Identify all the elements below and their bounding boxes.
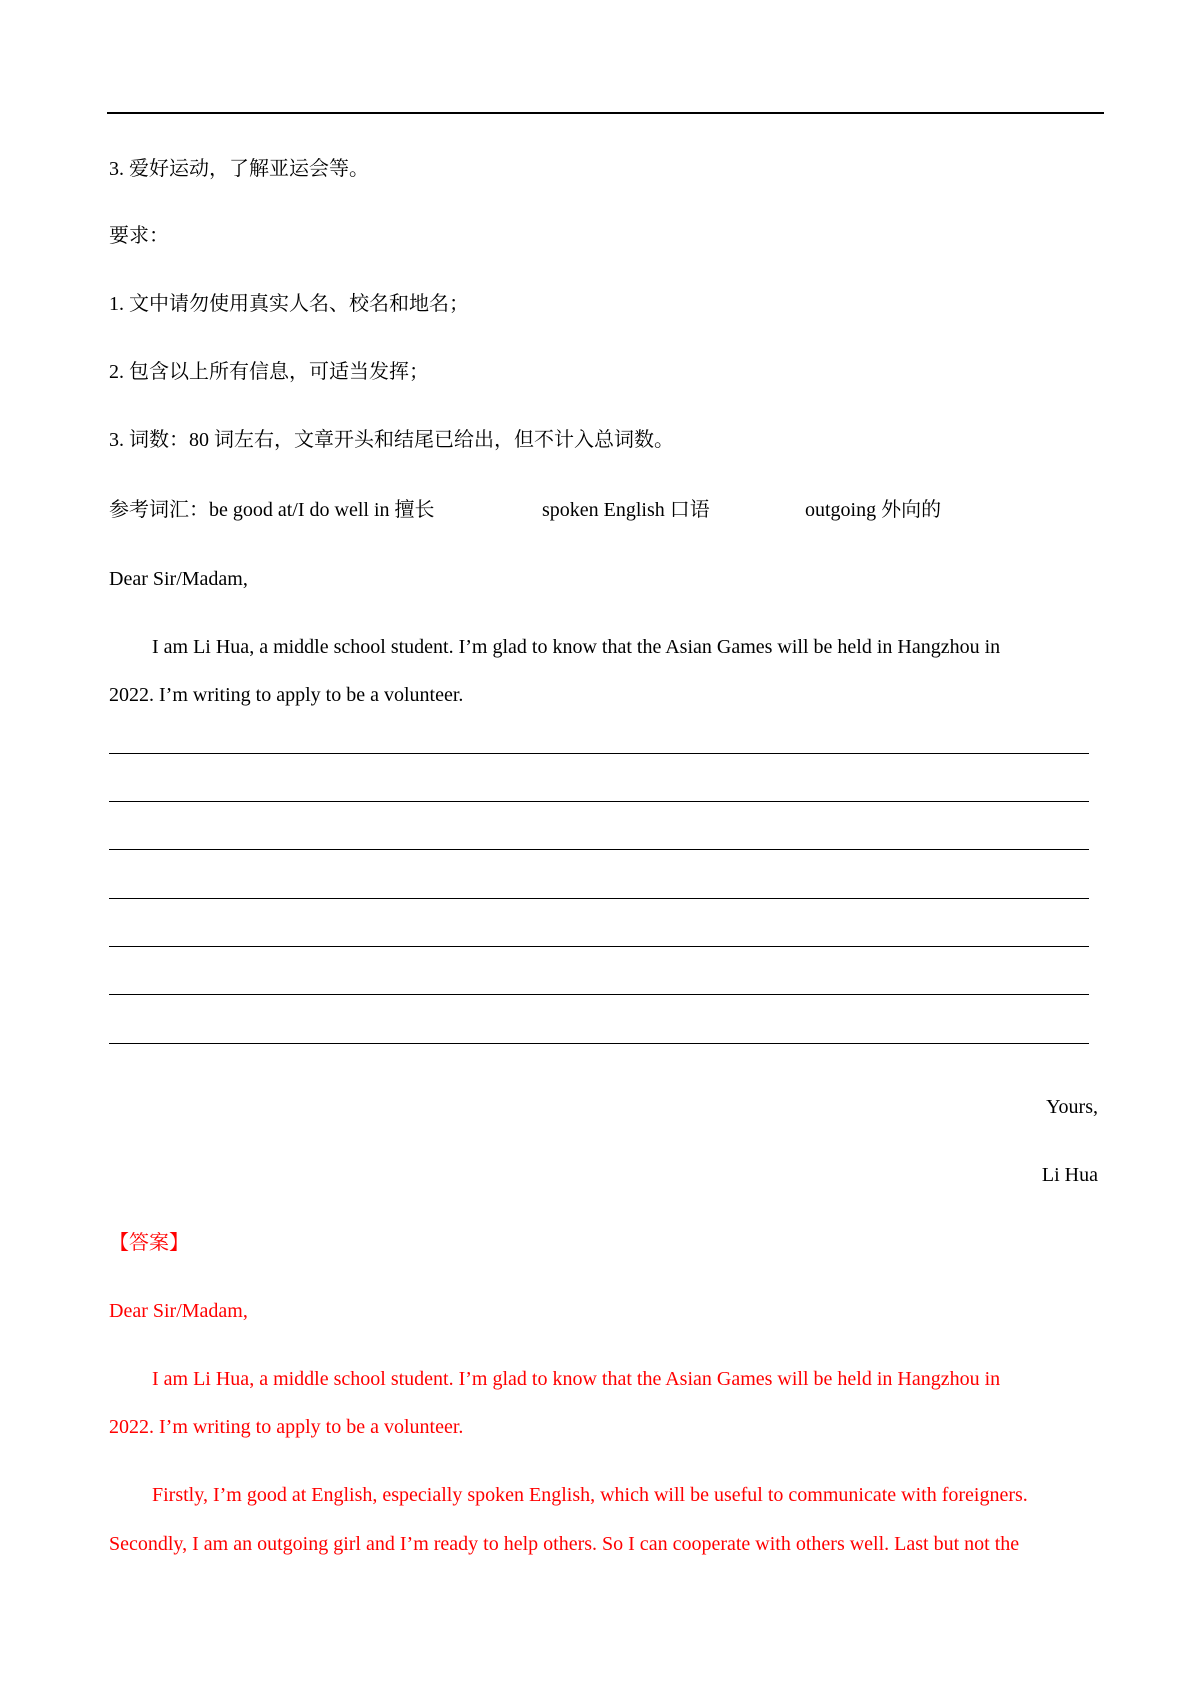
- answer-paragraph-2-line-1: Firstly, I’m good at English, especially spoken English, which will be useful to communicate with foreigners.: [152, 1484, 1028, 1506]
- answer-blank-line-4[interactable]: [109, 898, 1089, 899]
- header-rule: [107, 112, 1104, 114]
- vocab-item-3: outgoing 外向的: [805, 499, 942, 521]
- answer-blank-line-7[interactable]: [109, 1043, 1089, 1044]
- letter-intro-line-1: I am Li Hua, a middle school student. I’m glad to know that the Asian Games will be held in Hangzhou in: [152, 636, 1001, 658]
- reference-vocabulary: [109, 496, 1009, 524]
- answer-blank-line-3[interactable]: [109, 849, 1089, 850]
- letter-signature: Li Hua: [1041, 1164, 1098, 1186]
- requirement-item-2: 2. 包含以上所有信息，可适当发挥；: [109, 361, 429, 383]
- vocab-item-2: spoken English 口语: [542, 499, 710, 521]
- answer-blank-line-6[interactable]: [109, 994, 1089, 995]
- answer-blank-line-5[interactable]: [109, 946, 1089, 947]
- letter-closing: Yours,: [1046, 1096, 1098, 1118]
- requirement-item-3: 3. 词数：80 词左右，文章开头和结尾已给出，但不计入总词数。: [109, 429, 674, 451]
- answer-blank-line-2[interactable]: [109, 801, 1089, 802]
- letter-intro-line-2: 2022. I’m writing to apply to be a volunteer.: [109, 684, 464, 706]
- answer-blank-line-1[interactable]: [109, 753, 1089, 754]
- answer-label: 【答案】: [109, 1232, 189, 1254]
- answer-paragraph-1-line-2: 2022. I’m writing to apply to be a volunteer.: [109, 1416, 464, 1438]
- answer-paragraph-1-line-1: I am Li Hua, a middle school student. I’m glad to know that the Asian Games will be held in Hangzhou in: [152, 1368, 1001, 1390]
- answer-salutation: Dear Sir/Madam,: [109, 1300, 248, 1322]
- requirement-item-3-top: 3. 爱好运动，了解亚运会等。: [109, 158, 369, 180]
- letter-salutation: Dear Sir/Madam,: [109, 568, 248, 590]
- vocab-item-1: 参考词汇：be good at/I do well in 擅长: [109, 499, 435, 521]
- requirements-heading: 要求：: [109, 225, 169, 247]
- answer-paragraph-2-line-2: Secondly, I am an outgoing girl and I’m ready to help others. So I can cooperate with others well. Last but not the: [109, 1533, 1020, 1555]
- requirement-item-1: 1. 文中请勿使用真实人名、校名和地名；: [109, 293, 469, 315]
